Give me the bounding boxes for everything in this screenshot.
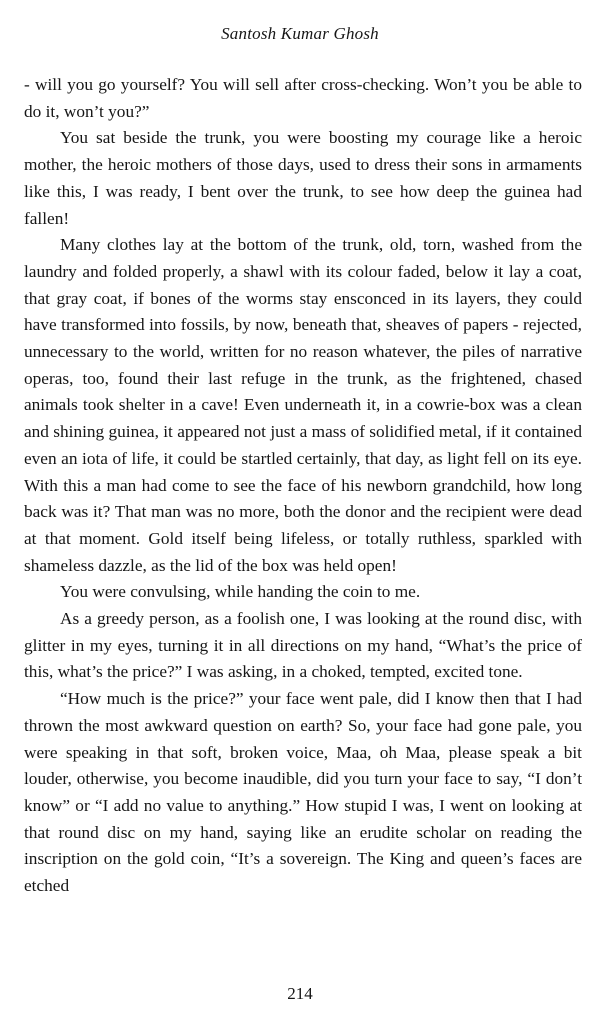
paragraph: You sat beside the trunk, you were boosting my courage like a heroic mother, the heroic mothers of those days, used to dress their sons in armaments like this, I was ready, I bent over the trunk, to see how deep the guinea had fallen!: [24, 128, 582, 228]
page-number: 214: [287, 984, 313, 1003]
paragraph: “How much is the price?” your face went pale, did I know then that I had thrown the most awkward question on earth? So, your face had gone pale, you were speaking in that soft, broken voice, Maa, oh Maa, please speak a bit louder, otherwise, you become inaudible, did you turn your face to say, “I don’t know” or “I add no value to anything.” How stupid I was, I went on looking at that round disc on my hand, saying like an erudite scholar on reading the inscription on the gold coin, “It’s a sovereign. The King and queen’s faces are etched: [24, 689, 582, 896]
running-head-author: Santosh Kumar Ghosh: [221, 24, 379, 43]
paragraph: Many clothes lay at the bottom of the trunk, old, torn, washed from the laundry and folded properly, a shawl with its colour faded, below it lay a coat, that gray coat, if bones of the worms stay ensconced in its layers, they could have transformed into fossils, by now, beneath that, sheaves of papers - rejected, unnecessary to the world, written for no reason whatever, the piles of narrative operas, too, found their last refuge in the trunk, as the frightened, chased animals took shelter in a cave! Even underneath it, in a cowrie-box was a clean and shining guinea, it appeared not just a mass of solidified metal, if it contained even an iota of life, it could be startled certainly, that day, as light fell on its eye. With this a man had come to see the face of his newborn grandchild, how long back was it? That man was no more, both the donor and the recipient were dead at that moment. Gold itself being lifeless, or totally ruthless, sparkled with shameless dazzle, as the lid of the box was held open!: [24, 235, 582, 575]
paragraph: As a greedy person, as a foolish one, I was looking at the round disc, with glitter in my eyes, turning it in all directions on my hand, “What’s the price of this, what’s the price?” I was asking, in a choked, tempted, excited tone.: [24, 609, 582, 682]
paragraph: You were convulsing, while handing the coin to me.: [60, 582, 421, 602]
paragraph: - will you go yourself? You will sell after cross-checking. Won’t you be able to do it, won’t you?”: [24, 75, 582, 121]
body-text: [24, 72, 582, 900]
